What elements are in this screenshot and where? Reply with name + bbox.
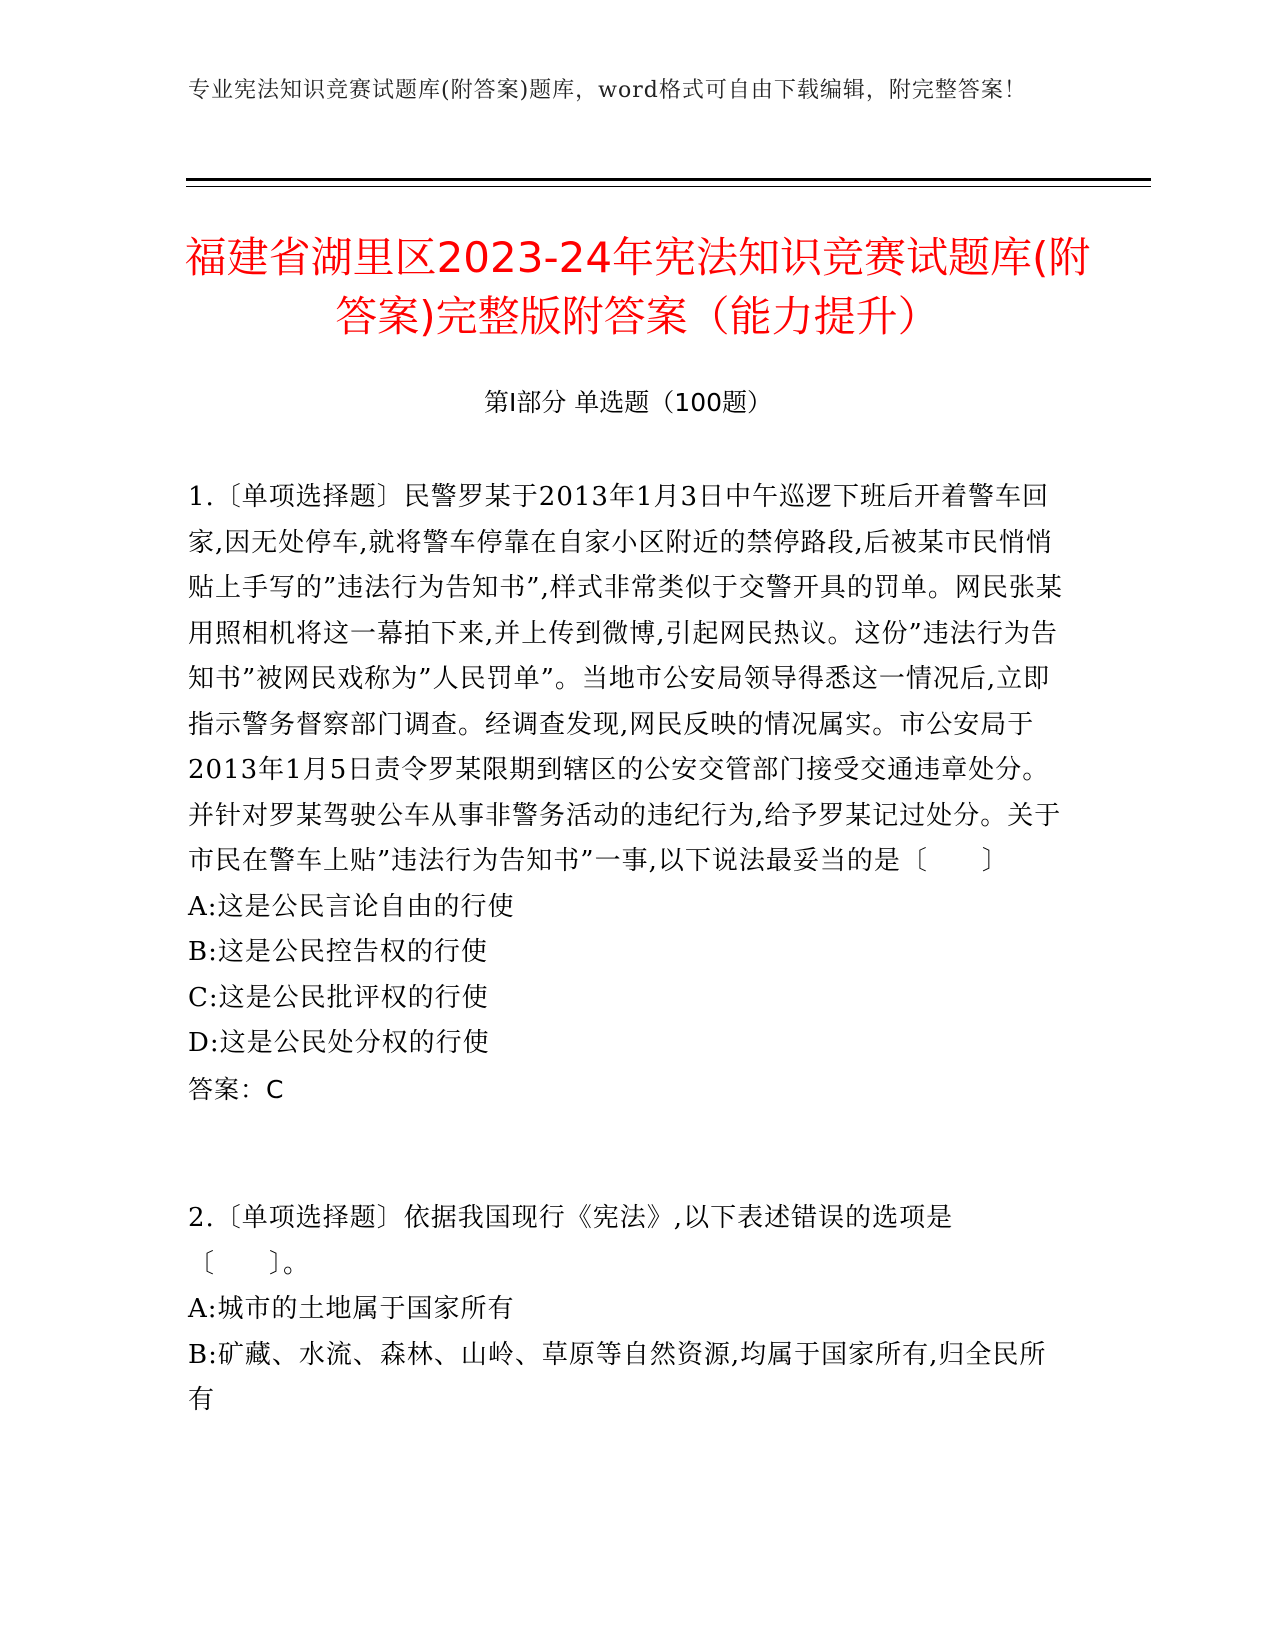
option-a: A:这是公民言论自由的行使 bbox=[188, 891, 515, 922]
section-heading: 第I部分 单选题（100题） bbox=[483, 388, 773, 417]
document-title: 福建省湖里区2023-24年宪法知识竞赛试题库(附答案)完整版附答案（能力提升） bbox=[184, 233, 1091, 341]
option-c: C:这是公民批评权的行使 bbox=[188, 982, 489, 1013]
answer-line: 答案：C bbox=[188, 1074, 285, 1104]
option-b: B:矿藏、水流、森林、山岭、草原等自然资源,均属于国家所有,归全民所有 bbox=[188, 1339, 1047, 1415]
question-stem: 2.〔单项选择题〕依据我国现行《宪法》,以下表述错误的选项是〔 〕。 bbox=[188, 1203, 954, 1279]
header-rule-thick bbox=[186, 178, 1151, 181]
question-2 bbox=[188, 1196, 1068, 1424]
option-d: D:这是公民处分权的行使 bbox=[188, 1028, 490, 1058]
header-rule-thin bbox=[186, 186, 1151, 187]
option-b: B:这是公民控告权的行使 bbox=[188, 937, 488, 967]
question-stem: 1.〔单项选择题〕民警罗某于2013年1月3日中午巡逻下班后开着警车回家,因无处停车,就将警车停靠在自家小区附近的禁停路段,后被某市民悄悄贴上手写的”违法行为告知书”,样式非常类似于交警开具的罚单。网民张某用照相机将这一幕拍下来,并上传到微博,引起网民热议。这份”违法行为告知书”被网民戏称为”人民罚单”。当地市公安局领导得悉这一情况后,立即指示警务督察部门调查。经调查发现,网民反映的情况属实。市公安局于2013年1月5日责令罗某限期到辖区的公安交管部门接受交通违章处分。并针对罗某驾驶公车从事非警务活动的违纪行为,给予罗某记过处分。关于市民在警车上贴”违法行为告知书”一事,以下说法最妥当的是〔 〕 bbox=[188, 482, 1063, 876]
question-1 bbox=[188, 475, 1068, 1112]
header-note: 专业宪法知识竞赛试题库(附答案)题库，word格式可自由下载编辑，附完整答案！ bbox=[188, 78, 1027, 103]
option-a: A:城市的土地属于国家所有 bbox=[188, 1294, 515, 1324]
